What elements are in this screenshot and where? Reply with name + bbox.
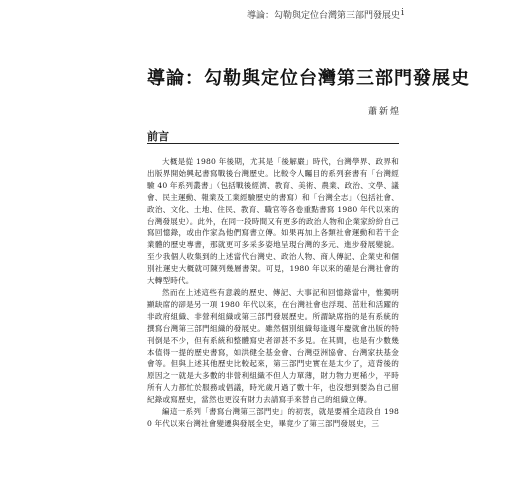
running-header: 導論：勾勒與定位台灣第三部門發展史	[246, 11, 400, 21]
paragraph-1: 大概是從 1980 年後期，尤其是「後解嚴」時代，台灣學界、政界和出版界開始興起書寫戰後台灣歷史。比較令人矚目的系列套書有「台灣經驗 40 年系列叢書」（包括戰後經濟、教育、美術、農業、政治、文學、議會、民主運動、報業及工業經驗歷史的書寫）和「台灣全志」（包括社會、政治、文化、土地、住民、教育、職官等各卷重點書寫 1980 年代以來的台灣發展史）。此外，在同一段時間又有更多的政治人物和企業家紛紛自己寫回憶錄，或由作家為他們寫書立傳。如果再加上各類社會運動和若干企業體的歷史專書，那就更可多采多姿地呈現台灣的多元、進步發展變貌。至少我個人收集到的上述當代台灣史、政治人物、商人傳記、企業史和個別社運史大概就可陳列幾層書架。可見，1980 年以來的確是台灣社會的大轉型時代。	[147, 157, 399, 286]
chapter-title: 導論：勾勒與定位台灣第三部門發展史	[147, 68, 470, 89]
paragraph-2: 然而在上述這些有意義的歷史、傳記、大事記和回憶錄當中，惟獨明顯缺席的卻是另一項 1980 年代以來，在台灣社會也浮現、茁壯和活躍的非政府組織、非營利組織或第三部門發展歷史。所謂缺席指的是有系統的撰寫台灣第三部門組織的發展史。雖然個別組織每逢週年慶就會出版的特刊倒是不少，但有系統和整體寫史者卻甚不多見。在其間，也是有少數幾本值得一提的歷史書寫，如洪健全基金會、台灣亞洲協會、台灣家扶基金會等。但與上述其他歷史比較起來，第三部門史實在是太少了，這背後的原因之一就是大多數的非營利組織不但人力單薄，財力物力更稀少，平時所有人力都忙於服務或倡議，時光歲月過了數十年，也沒想到要為自己留紀錄或寫歷史，當然也更沒有財力去請寫手來替自己的組織立傳。	[147, 287, 399, 405]
page-number: i	[401, 8, 404, 18]
section-heading: 前言	[147, 130, 169, 143]
body-text	[147, 156, 399, 430]
section-divider	[147, 143, 399, 144]
author-name: 蕭新煌	[368, 107, 402, 117]
paragraph-3: 編這一系列「書寫台灣第三部門史」的初衷，就是要補全這段自 1980 年代以來台灣社會變遷與發展全史，畢竟少了第三部門發展史，三	[147, 407, 399, 428]
